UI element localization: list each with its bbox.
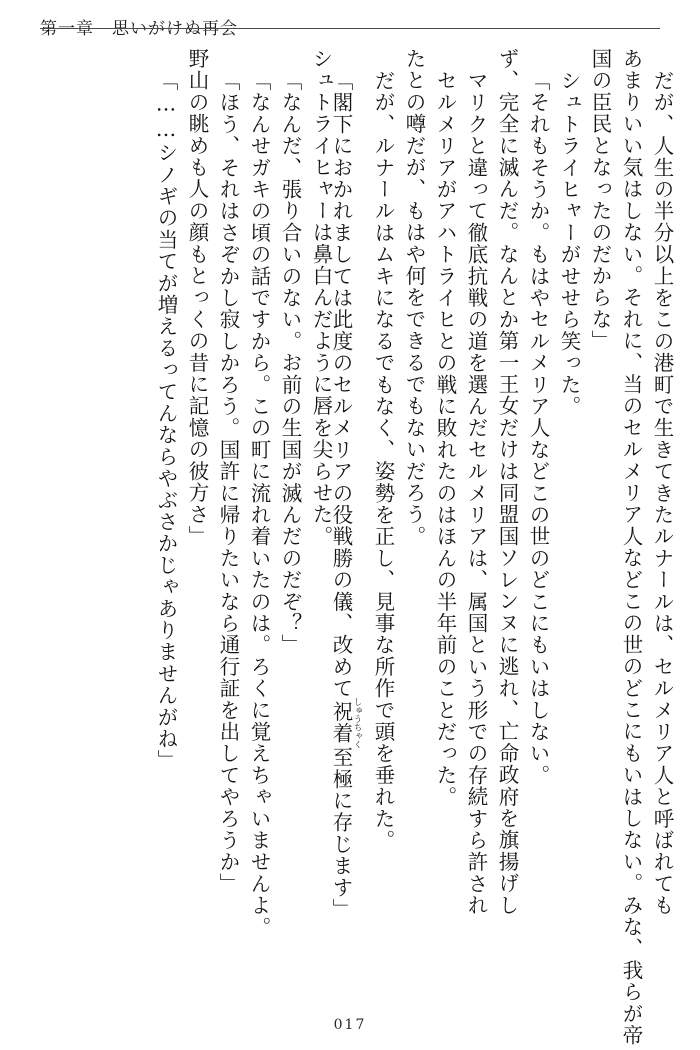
- ruby-reading: しゅうちゃく: [352, 697, 362, 749]
- page-footer: [0, 1016, 700, 1034]
- text-line: 「なんせガキの頃の話ですから。この町に流れ着いたのは。ろくに覚えちゃいませんよ。: [247, 70, 271, 938]
- header-divider: [40, 28, 660, 29]
- text-line: だが、人生の半分以上をこの港町で生きてきたルナールは、セルメリア人と呼ばれても: [650, 70, 674, 917]
- text-line: 「……シノギの当てが増えるってんならやぶさかじゃありませんがね」: [154, 70, 178, 772]
- text-line: ず、完全に滅んだ。なんとか第一王女だけは同盟国ソレンヌに逃れ、亡命政府を旗揚げし: [495, 48, 519, 916]
- text-line: たとの噂だが、もはや何をできるでもないだろう。: [402, 48, 426, 548]
- text-line: 国の臣民となったのだからな」: [588, 48, 612, 352]
- page-number: 017: [333, 1017, 367, 1033]
- text-line: 「なんだ、張り合いのない。お前の生国が滅んだのだぞ？」: [278, 70, 302, 656]
- text-line: 「それもそうか。もはやセルメリア人などこの世のどこにもいはしない。: [526, 70, 550, 787]
- text-line-with-ruby: 「閣下におかれましては此度のセルメリアの役戦勝の儀、改めて祝着 しゅうちゃく至極に存じます」: [329, 70, 362, 921]
- text-line: シュトライヒャーがせせら笑った。: [557, 70, 581, 418]
- page-header: [40, 14, 660, 44]
- ruby-base: 祝着 しゅうちゃく: [329, 697, 362, 749]
- text-line: セルメリアがアハトライヒとの戦に敗れたのはほんの半年前のことだった。: [433, 70, 457, 808]
- chapter-heading: 第一章 思いがけぬ再会: [40, 19, 238, 39]
- text-line: あまりいい気はしない。それに、当のセルメリア人などこの世のどこにもいはしない。みな、我らが帝: [619, 48, 643, 1047]
- text-line: シュトライヒャーは鼻白んだように唇を尖らせた。: [309, 48, 333, 548]
- text-line: 野山の眺めも人の顔もとっくの昔に記憶の彼方さ」: [185, 48, 209, 548]
- text-line: マリクと違って徹底抗戦の道を選んだセルメリアは、属国という形での存続すら許され: [464, 70, 488, 917]
- text-line: だが、ルナールはムキになるでもなく、姿勢を正し、見事な所作で頭を垂れた。: [371, 70, 395, 852]
- text-line: 「ほう、それはさぞかし寂しかろう。国許に帰りたいなら通行証を出してやろうか」: [216, 70, 240, 895]
